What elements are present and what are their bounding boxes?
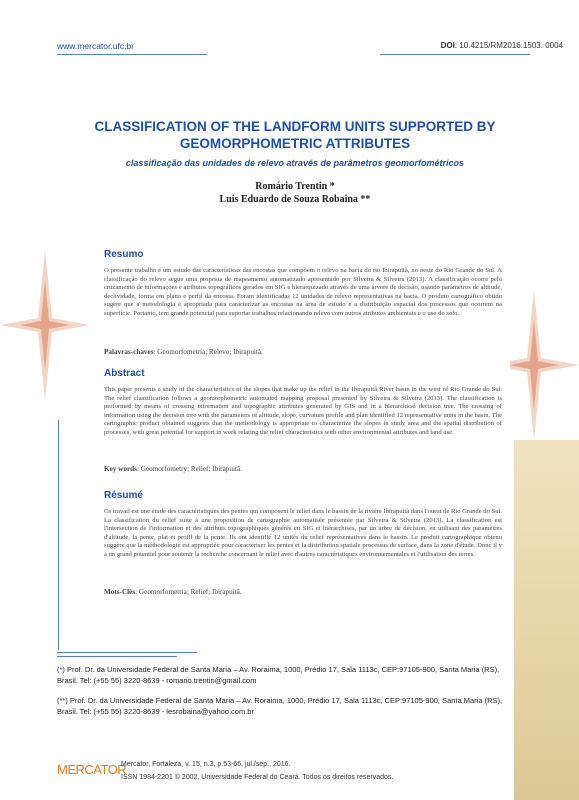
citation-line-2: ISSN 1984-2201 © 2002, Universidade Federal do Ceará. Todos os direitos reservados.: [121, 774, 394, 781]
abstract-text: This paper presents a study of the characteristics of the slopes that make up the relief in the Ibirapuitã River basin in the west of Rio Grande do Sul. The relief classification follows a geomorphometric automated mapping proposal presented by Silveira & Silveira (2013). The classification is performed by means of crossing information and topographic attributes generated by GIS and in a hierarchical decision tree. The crossing of information using the decision tree with the parameters of altitude, slope, curvature profile and plan identified 12 representative units in the basin. The cartographic product obtained suggests that the methodology is appropriate to characterize the slopes in study area and the spatial distribution of processes, with great potential for support in work relating the relief characteristics with other environmental attributes and land use.: [104, 386, 502, 436]
citation-line-1: Mercator, Fortaleza, v. 15, n.3, p.53-66, jul./sep., 2016.: [121, 761, 291, 768]
abstract-heading: Abstract: [104, 368, 145, 379]
footnote-2: (**) Prof. Dr. da Universidade Federal de Santa Maria – Av. Roraima, 1000, Prédio 17, Sala 1113c, CEP:97105-900, Santa Maria (RS), Brasil. Tel: (+55 55) 3220-8639 - lesrobaina@yahoo.com.br: [57, 696, 503, 716]
resumo-kw-value: : Geomorfometria; Relevo; Ibirapuitã.: [153, 348, 263, 356]
resumo-kw-label: Palavras-chaves: [104, 348, 154, 356]
resumo-keywords: [104, 348, 263, 356]
resume-text: Ce travail est une étude des caractéristiques des pentes qui composent le relief dans le bassin de la rivière Ibirapuitã dans l'ouest de Rio Grande do Sul. La classification du relief suite à une proposition de cartographie automatisée présentée par Silveira & Silveira (2013). La classification est l'intersection de l'information et des attributs topographiques générés en SIG et hiérarchisés, par un arbre de décision, en utilisant des paramètres d'altitude, la pente, plat et profil de la pente. Ils ont identifié 12 unités du relief représentatives dans le bassin. Le produit cartographique obtenu suggère que la méthodologie est appropriée pour caractériser les pentes et la distribution spatiale processus de surface, dans la zone d'étude. Donc il y a un grand potentiel pour soutenir la recherche concernant le relief avec d'autres caractéristiques environnementales et l'utilisation des terres.: [104, 508, 502, 558]
doi: [441, 41, 563, 50]
mercator-logo-text: MERCATOR: [57, 762, 127, 777]
abstract-kw-value: : Geomorfometry; Relief; Ibirapuitã.: [136, 465, 242, 473]
paper-subtitle: classificação das unidades de relevo através de parâmetros geomorfométricos: [125, 158, 465, 168]
resume-kw-label: Mots-Clés: [104, 588, 136, 596]
resume-heading: Résumé: [104, 490, 143, 501]
author-2: Luis Eduardo de Souza Robaina **: [219, 194, 371, 205]
resume-keywords: [104, 588, 242, 596]
title-line-1: CLASSIFICATION OF THE LANDFORM UNITS SUPPORTED BY: [94, 119, 496, 134]
footnote-rule-1: [57, 652, 197, 653]
resume-kw-value: : Geomorfometria; Relief; Ibirapuitã.: [135, 588, 242, 596]
resumo-text: O presente trabalho é um estudo das características das encostas que compõem o relevo na bacia do rio Ibirapuitã, no oeste do Rio Grande do Sul. A classificação do relevo segue uma proposta de mapeamento automatizado apresentado por Silveira & Silveira (2013). A classificação ocorre pelo cruzamento de informações e atributos topográficos gerados em SIG e hierarquizado através de uma árvore de decisão, usando parâmetros de altitude, declividade, forma em plano e perfil da encosta. Foram identificadas 12 unidades de relevo representativas na bacia. O produto cartográfico obtido sugere que a metodologia é apropriada para caracterizar as encostas na área de estudo e a distribuição espacial dos processos que ocorrem na superfície. Portanto, tem grande potencial para suportar trabalhos relacionando relevo com outros atributos ambientais e o uso do solo.: [104, 267, 502, 317]
footnote-rule-2: [57, 656, 177, 657]
mercator-logo: [57, 762, 126, 777]
abstract-keywords: [104, 465, 242, 473]
header-rule-right: [380, 54, 530, 55]
left-rule: [58, 420, 59, 650]
title-line-2: GEOMORPHOMETRIC ATTRIBUTES: [179, 136, 411, 151]
paper-title: [30, 118, 560, 152]
resumo-heading: Resumo: [104, 249, 144, 260]
header-rule-left: [57, 54, 207, 55]
abstract-kw-label: Key words: [104, 465, 137, 473]
journal-url[interactable]: www.mercator.ufc.br: [57, 41, 134, 51]
parchment-texture: [514, 440, 579, 800]
doi-value: : 10.4215/RM2016.1503. 0004: [454, 41, 563, 50]
author-1: Romário Trentin *: [255, 181, 335, 192]
footnote-1: (*) Prof. Dr. da Universidade Federal de Santa Maria – Av. Roraima, 1000, Prédio 17, Sala 1113c, CEP:97105-900, Santa Maria (RS), Brasil. Tel: (+55 55) 3220-8639 - romario.trentin@gmail.com: [57, 665, 500, 685]
doi-label: DOI: [440, 41, 455, 50]
